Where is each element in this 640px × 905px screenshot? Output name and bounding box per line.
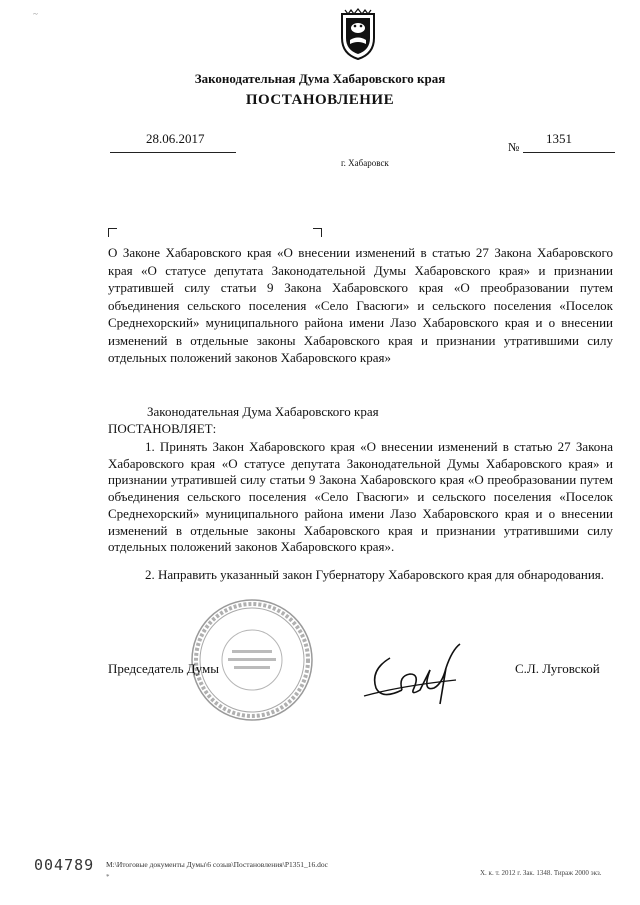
document-title: ПОСТАНОВЛЕНИЕ (245, 92, 395, 108)
print-info: Х. к. т. 2012 г. Зак. 1348. Тираж 2000 экз. (480, 869, 602, 877)
council-name: Законодательная Дума Хабаровского края (147, 404, 379, 419)
organization-name: Законодательная Дума Хабаровского края (194, 71, 446, 86)
resolution-item-1: 1. Принять Закон Хабаровского края «О внесении изменений в статью 27 Закона Хабаровского края «О статусе депутата Законодательной Думы Хабаровского края» и признании утратившей силу статьи 9 Закона Хабаровского края «О преобразовании путем объединения сельского поселения «Село Гвасюги» и сельского поселения «Поселок Среднехорский» муниципального района имени Лазо Хабаровского края и о внесении изменений в отдельные законы Хабаровского края и признании утратившими силу отдельных положений законов Хабаровского края». (108, 439, 613, 555)
corner-bracket-left (108, 228, 117, 237)
asterisk-mark: * (106, 873, 110, 881)
official-stamp (190, 598, 314, 722)
file-path: M:\Итоговые документы Думы\6 созыв\Постановления\P1351_16.doc (106, 860, 328, 869)
handwritten-signature (360, 640, 464, 708)
resolution-item-2: 2. Направить указанный закон Губернатору Хабаровского края для обнародования. (145, 567, 605, 582)
coat-of-arms-icon (338, 8, 378, 60)
number-underline (523, 152, 615, 153)
city-name: г. Хабаровск (341, 158, 389, 168)
number-sign: № (508, 140, 520, 154)
registration-number: 004789 (34, 856, 95, 874)
date-underline (110, 152, 236, 153)
document-number: 1351 (546, 131, 572, 146)
resolves-heading: ПОСТАНОВЛЯЕТ: (108, 421, 217, 436)
corner-bracket-right (313, 228, 322, 237)
document-subject: О Законе Хабаровского края «О внесении изменений в статью 27 Закона Хабаровского края «О статусе депутата Законодательной Думы Хабаровского края» и признании утратившей силу статьи 9 Закона Хабаровского края «О преобразовании путем объединения сельского поселения «Село Гвасюги» и сельского поселения «Поселок Среднехорский» муниципального района имени Лазо Хабаровского края и о внесении изменений в отдельные законы Хабаровского края и признании утратившими силу отдельных положений законов Хабаровского края» (108, 245, 613, 365)
document-date: 28.06.2017 (146, 131, 205, 146)
chairman-name: С.Л. Луговской (515, 661, 600, 676)
chairman-title: Председатель Думы (108, 661, 219, 676)
corner-mark: ~ (33, 9, 38, 19)
